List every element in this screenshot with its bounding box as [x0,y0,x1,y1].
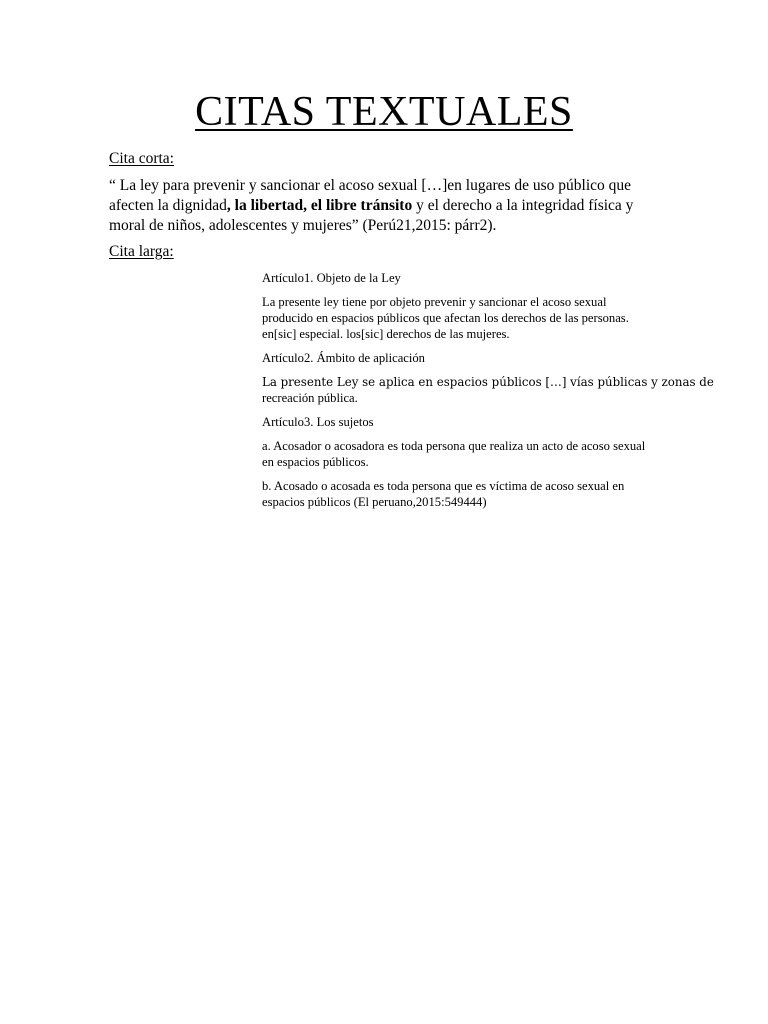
short-quote-line-3: moral de niños, adolescentes y mujeres” (Perú21,2015: párr2). [109,217,497,234]
article-2-text [262,374,714,406]
short-quote-line-1: “ La ley para prevenir y sancionar el acoso sexual […]en lugares de uso público que [109,177,632,194]
article-2-heading [262,350,662,366]
article-3-heading-text: Artículo3. Los sujetos [262,415,374,429]
short-quote-line-2-start: afecten la dignidad [109,197,227,214]
article-2-heading-text: Artículo2. Ámbito de aplicación [262,351,425,365]
article-3b-line-2: espacios públicos (El peruano,2015:549444) [262,495,487,509]
short-quote-line-2-end: y el derecho a la integridad física y [412,197,634,214]
article-2-line-2: recreación pública. [262,391,358,405]
long-quote-label: Cita larga: [109,243,174,260]
page-title [0,88,768,136]
article-1-line-1: La presente ley tiene por objeto prevenir y sancionar el acoso sexual [262,295,607,309]
article-3a-line-2: en espacios públicos. [262,455,369,469]
short-quote [109,176,669,236]
article-3b-line-1: b. Acosado o acosada es toda persona que es víctima de acoso sexual en [262,479,625,493]
article-1-heading [262,270,662,286]
article-1-line-3: en[sic] especial. los[sic] derechos de las mujeres. [262,327,510,341]
article-3a-line-1: a. Acosador o acosadora es toda persona que realiza un acto de acoso sexual [262,439,646,453]
long-quote [262,270,714,518]
page-title-text: CITAS TEXTUALES [195,89,573,135]
article-1-line-2: producido en espacios públicos que afectan los derechos de las personas. [262,311,629,325]
article-1-heading-text: Artículo1. Objeto de la Ley [262,271,401,285]
article-2-line-1: La presente Ley se aplica en espacios públicos […] vías públicas y zonas de [262,375,714,389]
article-3-heading [262,414,662,430]
article-1-text [262,294,662,342]
short-quote-bold-text: , la libertad, el libre tránsito [226,197,413,214]
short-quote-label: Cita corta: [109,150,174,167]
article-3a-text [262,438,662,470]
article-3b-text [262,478,662,510]
short-quote-line-2 [109,196,669,216]
